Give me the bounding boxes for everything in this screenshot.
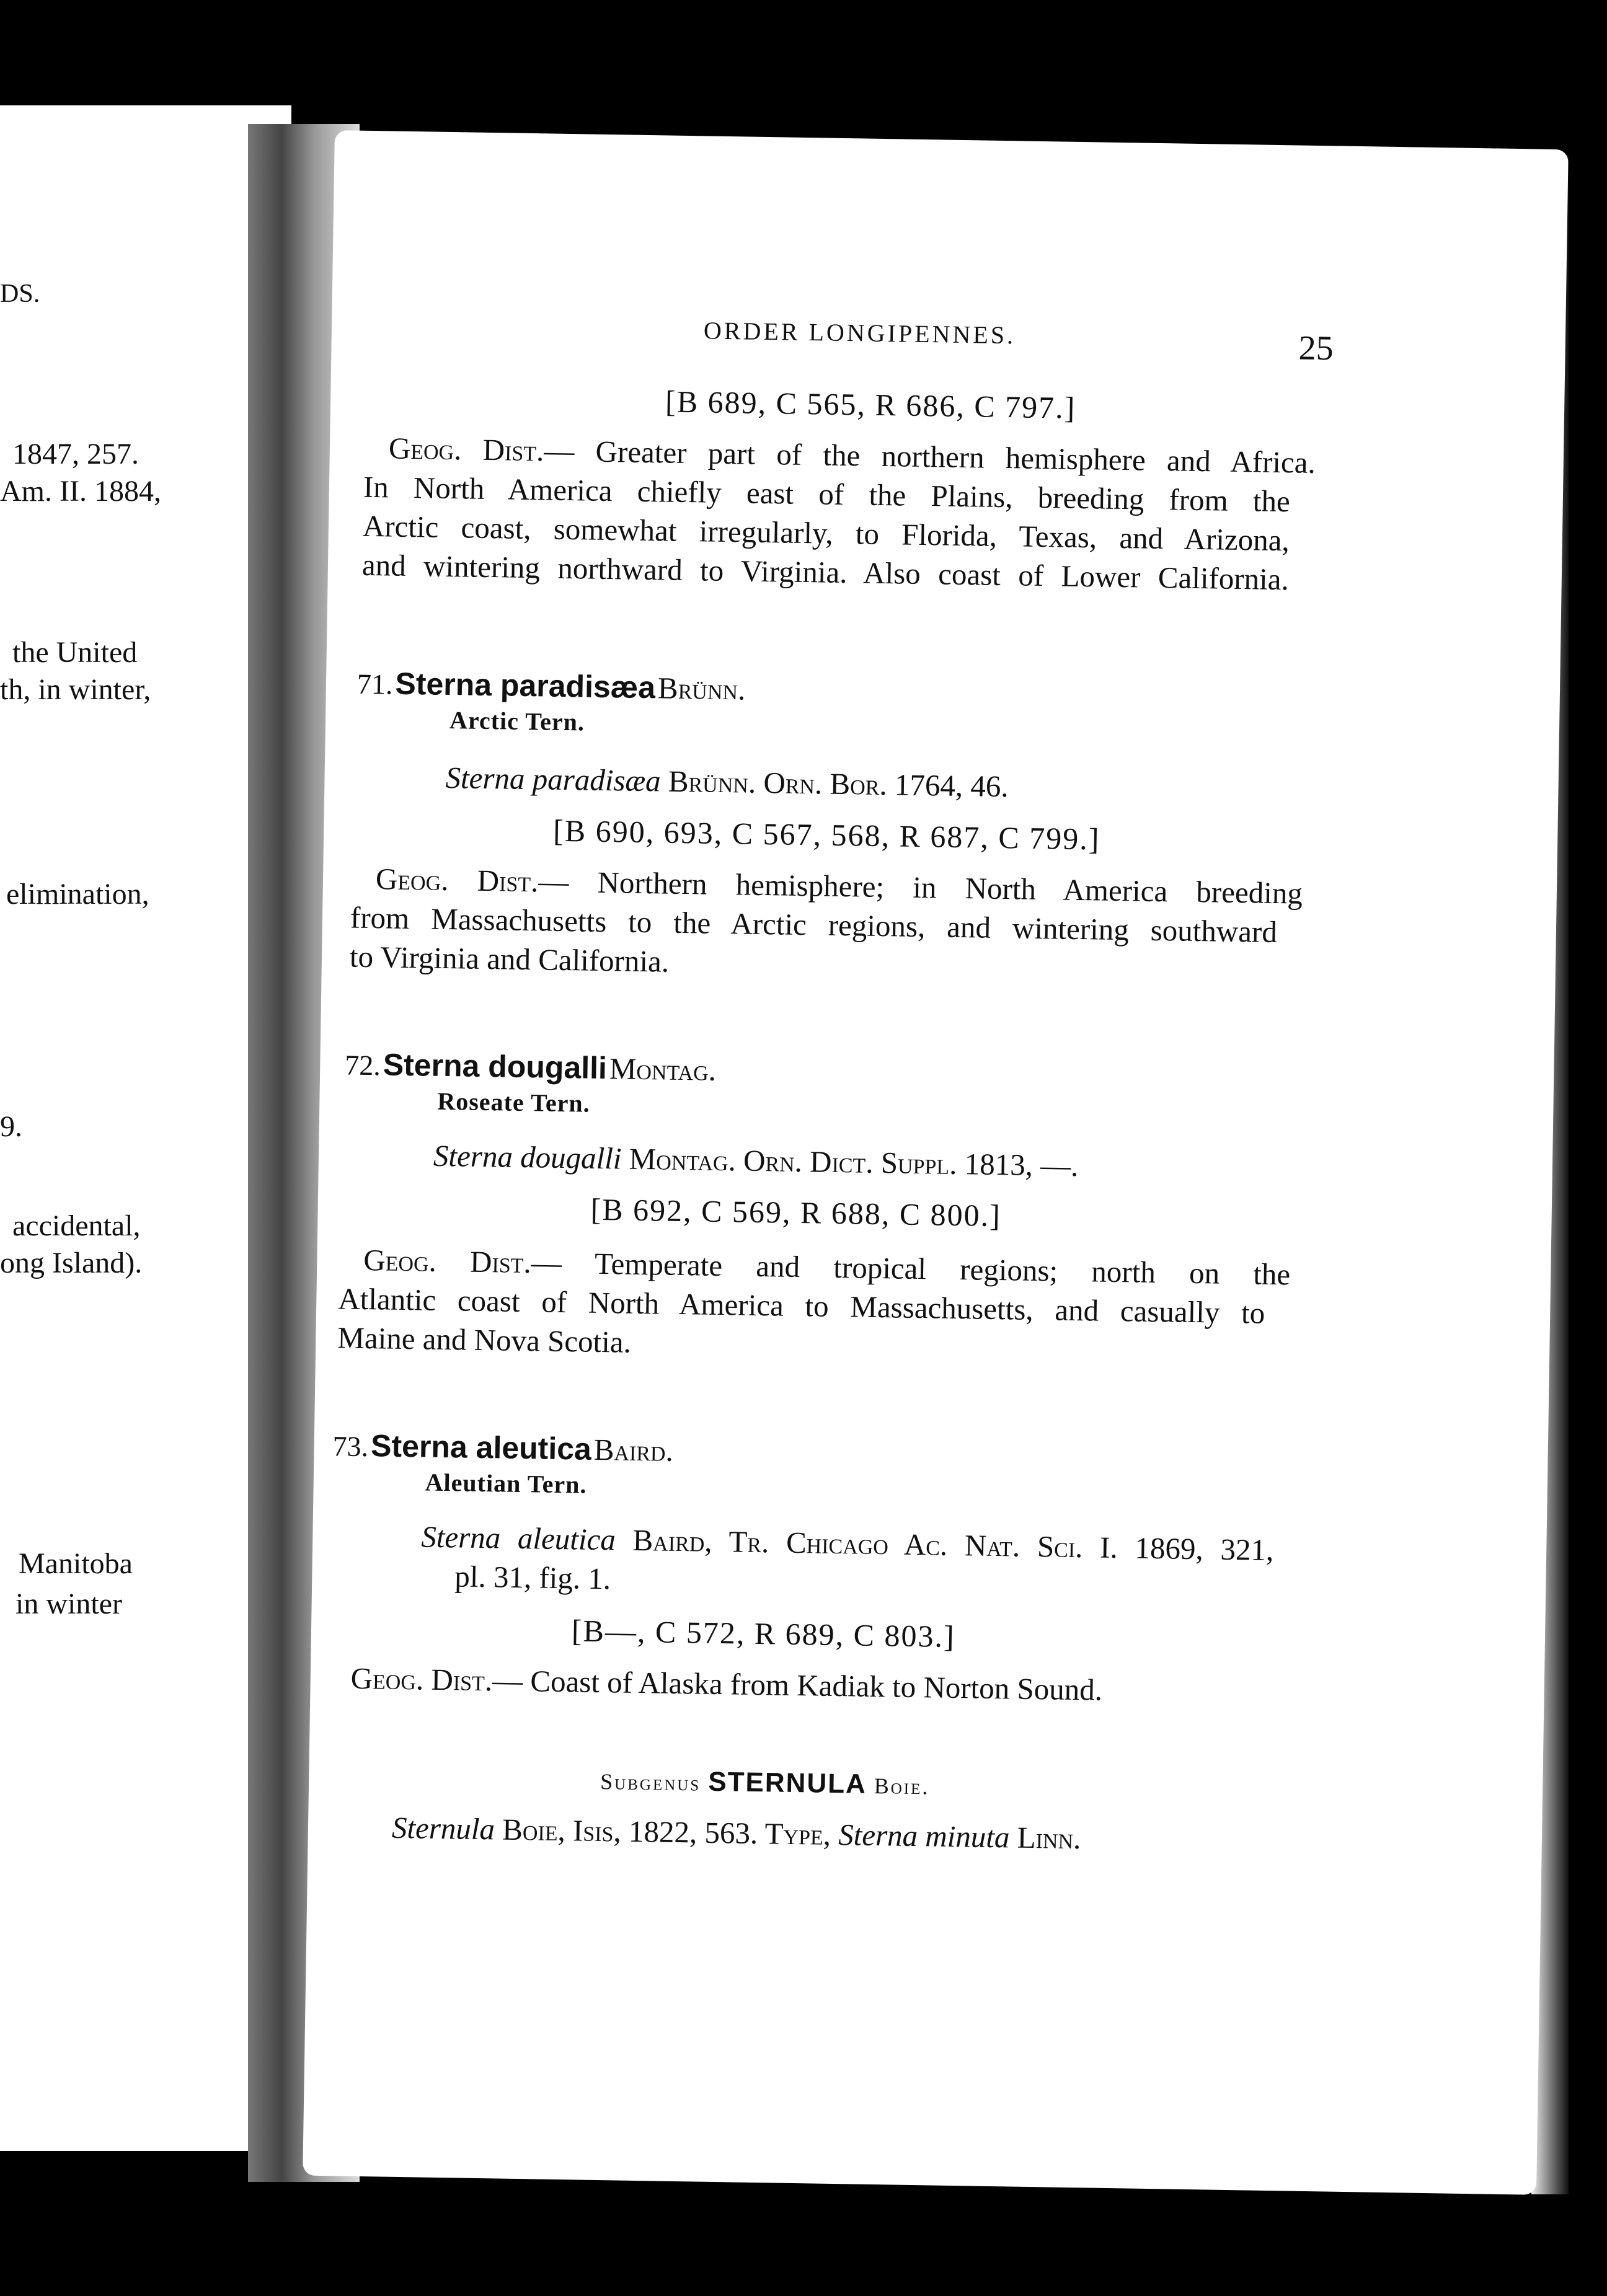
citation-taxon: Sterna dougalli <box>433 1138 622 1176</box>
left-text-line: the United <box>12 636 138 669</box>
left-text-line: DS. <box>0 280 40 308</box>
catalog-reference: [B 692, C 569, R 688, C 800.] <box>590 1191 1002 1234</box>
left-text-line: elimination, <box>6 878 149 911</box>
species-authority: Baird. <box>593 1432 674 1468</box>
geog-dist-text: — Northern hemisphere; in North America breeding <box>538 864 1303 911</box>
citation-text: Montag. Orn. Dict. Suppl. 1813, —. <box>629 1141 1079 1183</box>
subgenus-citation <box>392 1808 1081 1858</box>
common-name: Arctic Tern. <box>449 706 585 736</box>
geog-dist-line: Maine and Nova Scotia. <box>337 1320 632 1359</box>
species-authority: Brünn. <box>657 671 746 707</box>
geog-dist-text: — Temperate and tropical regions; north on the <box>531 1245 1291 1292</box>
geog-dist-line <box>350 1659 1102 1710</box>
geog-dist-line: and wintering northward to Virginia. Also coast of Lower California. <box>361 547 1290 597</box>
common-name: Roseate Tern. <box>437 1087 591 1118</box>
geog-dist-line: Atlantic coast of North America to Massachusetts, and casually to <box>337 1281 1265 1330</box>
species-heading <box>345 1044 717 1089</box>
geog-dist-line: Arctic coast, somewhat irregularly, to Florida, Texas, and Arizona, <box>362 508 1290 558</box>
left-text-line: 9. <box>0 1110 22 1143</box>
geog-dist-text: — Greater part of the northern hemisphere and Africa. <box>543 433 1316 480</box>
catalog-reference: [B—, C 572, R 689, C 803.] <box>571 1613 956 1654</box>
left-text-line: Am. II. 1884, <box>0 475 161 508</box>
catalog-reference: [B 689, C 565, R 686, C 797.] <box>665 384 1076 425</box>
geog-dist-label: Geog. Dist. <box>350 1661 493 1698</box>
running-title: ORDER LONGIPENNES. <box>703 316 1016 350</box>
species-name: Sterna aleutica <box>370 1428 592 1467</box>
left-text-line: ong Island). <box>0 1247 143 1279</box>
left-text-line: in winter <box>15 1587 122 1620</box>
common-name: Aleutian Tern. <box>425 1468 587 1499</box>
catalog-reference: [B 690, 693, C 567, 568, R 687, C 799.] <box>552 813 1100 857</box>
citation <box>445 758 1009 806</box>
species-authority: Montag. <box>609 1051 717 1087</box>
geog-dist-line: from Massachusetts to the Arctic regions, and wintering southward <box>350 900 1278 950</box>
species-number: 73. <box>332 1430 369 1463</box>
type-species: Sterna minuta <box>838 1817 1010 1855</box>
left-text-line: th, in winter, <box>0 673 151 706</box>
species-number: 72. <box>344 1049 381 1082</box>
subgenus-citation-taxon: Sternula <box>391 1810 495 1847</box>
citation-taxon: Sterna paradisæa <box>445 760 662 798</box>
geog-dist-line: In North America chiefly east of the Plains, breeding from the <box>363 469 1291 519</box>
citation-taxon: Sterna aleutica <box>420 1519 616 1557</box>
species-name: Sterna paradisæa <box>395 666 656 705</box>
subgenus-citation-text: Boie, Isis, 1822, 563. Type, <box>502 1812 831 1852</box>
geog-dist-line: to Virginia and California. <box>349 939 670 979</box>
book-page <box>303 130 1569 2195</box>
geog-dist-text: — Coast of Alaska from Kadiak to Norton Sound. <box>492 1663 1103 1707</box>
left-text-line: accidental, <box>12 1209 141 1242</box>
page-number: 25 <box>1298 329 1334 368</box>
subgenus-label: Subgenus <box>600 1769 701 1796</box>
left-text-line: 1847, 257. <box>12 438 139 470</box>
species-name: Sterna dougalli <box>383 1047 608 1086</box>
type-authority: Linn. <box>1017 1820 1081 1856</box>
citation-text: Baird, Tr. Chicago Ac. Nat. Sci. I. 1869, 321, <box>632 1522 1274 1568</box>
species-number: 71. <box>356 668 393 700</box>
geog-dist-label: Geog. Dist. <box>388 431 544 468</box>
species-heading <box>332 1426 673 1470</box>
subgenus-name: STERNULA <box>707 1766 867 1799</box>
geog-dist-label: Geog. Dist. <box>363 1242 532 1280</box>
subgenus-heading <box>600 1765 930 1801</box>
citation-text: Brünn. Orn. Bor. 1764, 46. <box>668 764 1009 804</box>
geog-dist-label: Geog. Dist. <box>375 862 539 899</box>
subgenus-authority: Boie. <box>874 1773 930 1799</box>
left-text-line: Manitoba <box>19 1547 133 1580</box>
species-heading <box>356 664 745 709</box>
citation-continued: pl. 31, fig. 1. <box>454 1559 611 1596</box>
citation <box>433 1136 1079 1185</box>
